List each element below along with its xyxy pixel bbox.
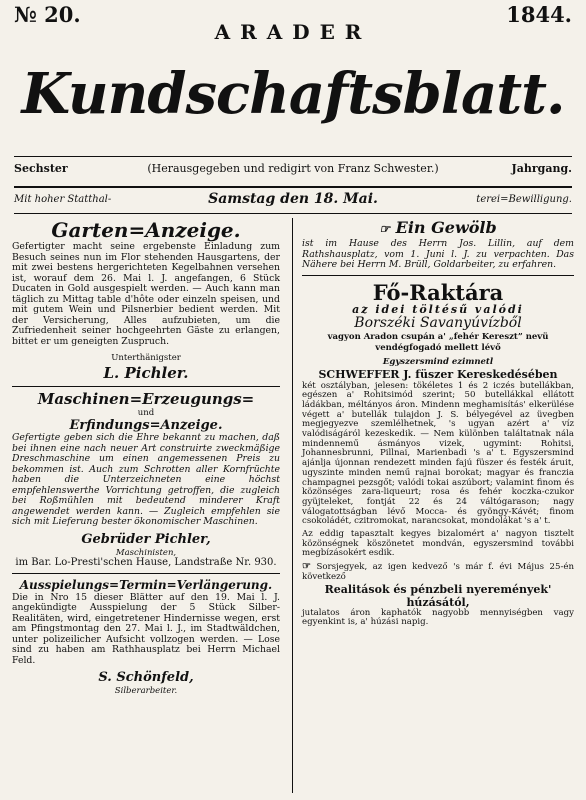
divider xyxy=(302,275,574,276)
foraktar-sub3: Egyszersmind ezimnetl xyxy=(382,357,494,367)
divider xyxy=(12,386,280,387)
divider xyxy=(12,573,280,574)
left-column xyxy=(12,218,280,697)
maschinen-signature: Gebrüder Pichler, xyxy=(81,531,211,547)
foraktar-lottery: Realitások és pénzbeli nyeremények' húzásától, xyxy=(324,582,552,609)
foraktar-sub2: Borszéki Savanyúvízből xyxy=(354,315,522,331)
gewoelb-heading-text: Ein Gewölb xyxy=(395,218,497,237)
maschinen-heading: Maschinen=Erzeugungs= xyxy=(37,389,255,408)
issue-number: № 20. xyxy=(14,2,81,27)
foraktar-heading: Fő-Raktára xyxy=(372,279,504,305)
gewoelb-body: ist im Hause des Herrn Jos. Lillin, auf dem Rathshausplatz, vom 1. Juni l. J. zu verpachten. Das Nähere bei Herrn M. Brüll, Goldarbeiter, zu erfahren. xyxy=(302,238,574,270)
volume-label: Sechster xyxy=(14,162,68,175)
column-divider xyxy=(292,218,293,793)
annual-label: Jahrgang. xyxy=(511,162,572,175)
issue-year: 1844. xyxy=(506,2,572,27)
ausspielung-role: Silberarbeiter. xyxy=(114,686,178,696)
maschinen-address: im Bar. Lo-Presti'schen Hause, Landstraße Nr. 930. xyxy=(15,557,277,568)
garten-body: Gefertigter macht seine ergebenste Einladung zum Besuch seines nun im Flor stehenden Hausgartens, der mit zwei bestens hergerichteten Kegelbahnen versehen ist, worauf dem 26. Mai l. J. angefangen, 6 Stück Ducaten in Gold ausgespielt werden. — Auch kann man täglich zu Mittag table d'hôte oder einzeln speisen, und mit gutem Wein und Pilsnerbier bedient werden. Mit der Versicherung, Alles aufzubieten, um die Zufriedenheit seiner hochgeehrten Gäste zu erlangen, bittet er um geneigten Zuspruch. xyxy=(12,241,280,347)
foraktar-body1: vagyon Aradon csupán a' „fehér Kereszt” nevü vendégfogadó mellett lévő xyxy=(327,332,549,353)
masthead-info-row xyxy=(14,162,572,178)
foraktar-body3: Az eddig tapasztalt kegyes bizalomért a' nagyon tisztelt közönségnek köszönetet mondván, egyszersmind további megbízásokért esdik. xyxy=(302,529,574,559)
foraktar-body4: Sorsjegyek, az igen kedvező 's már f. évi Május 25-én következő xyxy=(302,562,574,582)
masthead-title: Kundschaftsblatt. xyxy=(21,61,565,127)
foraktar-body2: két osztályban, jelesen: tökéletes 1 és 2 iczés butellákban, egészen a' Rohitsimód szerint; 50 butellákkal ellátott ládákban, méltányos áron. Mindenn meghamisítás' elkerülése végett a' butellák tulajdon J. S. bélyegével az üvegben megjegyezve szemlélhetnek, 's ugyan azért a' víz valódiságáról kezeskedik. — Nem különben találtatnak nála mindennemű ásmányos vizek, ugymint: Rohitsi, Johannesbrunni, Pillnai, Marienbadi 's a' t. Egyszersmind ajánlja újonnan rendezett minden fajú füszer és festék áruit, ugyszinte minden nemű rajnai borokat; magyar és franczia champagnei pezsgőt; valódi tokai aszúbort; valamint finom és közönséges zara-liqueurt; rosa és fehér koczka-czukor gyüjteleket, fontját 22 és 24 váltógarason; nagy válogatottságban lévő Mocca- és gyöngy-Kávét; finom csokoládét, czitromokat, narancsokat, mondolákat 's a' t. xyxy=(302,380,574,527)
maschinen-body: Gefertigte geben sich die Ehre bekannt zu machen, daß bei ihnen eine nach neuer Art construirte zweckmäßige Dreschmaschine um einen angemessenen Preis zu bekommen ist. Auch zum Schrotten aller Kornfrüchte haben die Unterzeichneten eine höchst empfehlenswerthe Vorrichtung getroffen, die zugleich bei Roßmühlen mit bedeutend minderer Kraft angewendet werden kann. — Zugleich empfehlen sie sich mit Lieferung bester ökonomischer Maschinen. xyxy=(12,432,280,527)
ausspielung-signature: S. Schönfeld, xyxy=(98,670,194,685)
masthead-rule-top xyxy=(14,156,572,157)
issue-date: Samstag den 18. Mai. xyxy=(208,191,378,207)
pointing-hand-icon: ☞ xyxy=(302,561,311,573)
permission-left: Mit hoher Statthal- xyxy=(14,194,112,205)
foraktar-merchant: SCHWEFFER J. füszer Kereskedésében xyxy=(318,367,558,381)
garten-signature: L. Pichler. xyxy=(103,363,189,382)
maschinen-role: Maschinisten, xyxy=(115,547,177,558)
masthead-date-row xyxy=(14,191,572,210)
garten-closing: Unterthänigster xyxy=(111,353,181,363)
editor-line: (Herausgegeben und redigirt von Franz Schwester.) xyxy=(147,162,439,175)
foraktar-body4-row xyxy=(302,562,574,582)
pointing-hand-icon: ☞ xyxy=(379,222,391,236)
ausspielung-heading: Ausspielungs=Termin=Verlängerung. xyxy=(19,577,273,592)
ausspielung-body: Die in Nro 15 dieser Blätter auf den 19. Mai l. J. angekündigte Ausspielung der 5 Stück Silber-Realitäten, wird, eingetretener Hindernisse wegen, erst am Pfingstmontag den 27. Mai l. J., im Stadtwäldchen, unter polizeilicher Aufsicht vollzogen werden. — Lose sind zu haben am Rathhausplatz bei Herrn Michael Feld. xyxy=(12,591,280,666)
maschinen-heading-2: Erfindungs=Anzeige. xyxy=(69,418,223,433)
permission-right: terei=Bewilligung. xyxy=(476,194,572,205)
masthead-rule-mid xyxy=(14,186,572,188)
foraktar-sub1: az idei töltésű valódi xyxy=(352,302,524,316)
masthead-city: ARADER xyxy=(214,20,372,44)
masthead-rule-bottom xyxy=(14,213,572,214)
garten-heading: Garten=Anzeige. xyxy=(51,218,241,242)
foraktar-body5: jutalatos áron kaphatók nagyobb mennyiségben vagy egyenkint is, a' húzási napig. xyxy=(302,607,574,628)
right-column xyxy=(302,218,574,628)
maschinen-subheading: und xyxy=(137,407,155,418)
gewoelb-heading xyxy=(302,218,574,239)
